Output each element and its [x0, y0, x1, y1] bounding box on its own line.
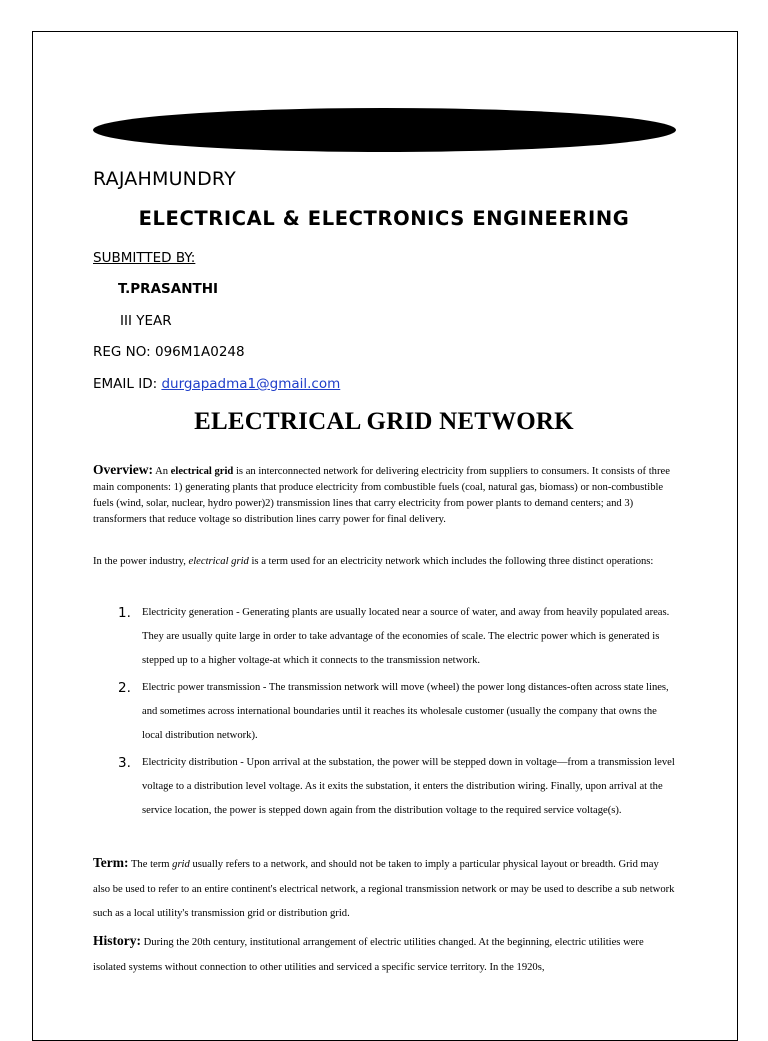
overview-bold-term: electrical grid [170, 466, 234, 477]
email-line [93, 376, 340, 392]
overview-text: is an interconnected network for delivering electricity from suppliers to consumers. It consists of three main components: 1) generating plants that produce electricity from combustible fuels (coal, natural gas, biomass) or non-combustible fuels (wind, solar, nuclear, hydro power)2) transmission lines that carry electricity from power plants to demand centers; and 3) transformers that reduce voltage so distribution lines carry power for final delivery. [93, 466, 670, 525]
list-item [93, 601, 678, 673]
list-text: Electricity distribution - Upon arrival at the substation, the power will be stepped down in voltage—from a transmission level voltage to a distribution level voltage. As it exits the substation, it enters the distribution wiring. Finally, upon arrival at the service location, the power is stepped down again from the distribution voltage to the required service voltage(s). [142, 757, 675, 816]
term-post: usually refers to a network, and should not be taken to imply a particular physical layout or breadth. Grid may also be used to refer to an entire continent's electrical network, a regional transmission network or may be used to describe a sub network such as a local utility's transmission grid or distribution grid. [93, 859, 675, 919]
email-link[interactable]: durgapadma1@gmail.com [161, 376, 341, 392]
operations-paragraph [93, 550, 678, 573]
submitted-by-label: SUBMITTED BY: [93, 250, 196, 266]
term-heading: Term: [93, 855, 129, 870]
overview-intro: An [155, 466, 171, 477]
operations-italic-term: electrical grid [188, 556, 249, 567]
overview-heading: Overview: [93, 462, 153, 477]
list-text: Electricity generation - Generating plants are usually located near a source of water, and away from heavily populated areas. They are usually quite large in order to take advantage of the economies of scale. The electric power which is generated is stepped up to a higher voltage-at which it connects to the transmission network. [142, 607, 670, 666]
history-heading: History: [93, 933, 141, 948]
term-paragraph [93, 851, 678, 927]
student-name: T.PRASANTHI [118, 281, 219, 297]
black-ellipse-banner [93, 108, 676, 152]
list-item [93, 751, 678, 823]
term-italic: grid [172, 859, 190, 870]
operations-pre: In the power industry, [93, 556, 189, 567]
operations-post: is a term used for an electricity network which includes the following three distinct operations: [248, 556, 654, 567]
term-pre: The term [128, 859, 173, 870]
department-heading: ELECTRICAL & ELECTRONICS ENGINEERING [138, 207, 630, 230]
history-text: During the 20th century, institutional arrangement of electric utilities changed. At the beginning, electric utilities were isolated systems without connection to other utilities and serviced a specific service territory. In the 1920s, [93, 937, 644, 973]
list-item [93, 676, 678, 748]
student-year: III YEAR [120, 313, 172, 329]
list-text: Electric power transmission - The transmission network will move (wheel) the power long distances-often across state lines, and sometimes across international boundaries until it reaches its wholesale customer (usually the company that owns the local distribution network). [142, 682, 669, 741]
list-number: 3. [118, 755, 131, 771]
registration-number: REG NO: 096M1A0248 [93, 344, 245, 360]
operations-list [93, 601, 678, 826]
list-number: 1. [118, 605, 131, 621]
list-number: 2. [118, 680, 131, 696]
document-title: ELECTRICAL GRID NETWORK [194, 408, 574, 435]
overview-paragraph [93, 462, 678, 528]
history-paragraph [93, 929, 678, 980]
email-label: EMAIL ID: [93, 376, 162, 392]
city-heading: RAJAHMUNDRY [93, 168, 236, 190]
